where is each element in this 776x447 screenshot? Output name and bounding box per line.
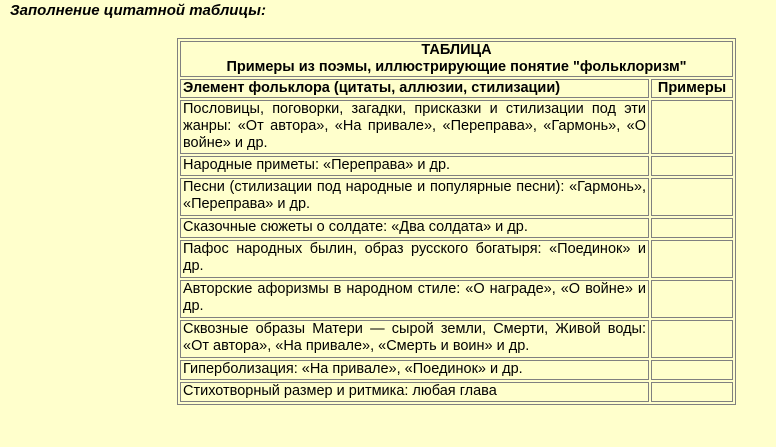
element-cell: Сквозные образы Матери — сырой земли, Смерти, Живой воды: «От автора», «На привале», «Смерть и воин» и др. [180, 320, 649, 358]
element-cell: Пословицы, поговорки, загадки, присказки и стилизации под эти жанры: «От автора», «На привале», «Переправа», «Гармонь», «О войне» и др. [180, 100, 649, 154]
table-title-row [180, 41, 733, 77]
table-title: ТАБЛИЦА [421, 42, 492, 58]
examples-cell [651, 156, 733, 176]
table-row [180, 156, 733, 176]
examples-cell [651, 360, 733, 380]
table-row [180, 178, 733, 216]
examples-cell [651, 178, 733, 216]
quote-table [177, 38, 736, 405]
column-header-examples: Примеры [651, 79, 733, 98]
examples-cell [651, 218, 733, 238]
examples-cell [651, 100, 733, 154]
element-cell: Пафос народных былин, образ русского богатыря: «Поединок» и др. [180, 240, 649, 278]
table-row [180, 280, 733, 318]
examples-cell [651, 280, 733, 318]
page-heading: Заполнение цитатной таблицы: [10, 2, 266, 19]
examples-cell [651, 320, 733, 358]
element-cell: Народные приметы: «Переправа» и др. [180, 156, 649, 176]
table-subtitle: Примеры из поэмы, иллюстрирующие понятие "фольклоризм" [226, 59, 687, 75]
table-row [180, 218, 733, 238]
element-cell: Стихотворный размер и ритмика: любая глава [180, 382, 649, 402]
examples-cell [651, 382, 733, 402]
table-row [180, 320, 733, 358]
element-cell: Сказочные сюжеты о солдате: «Два солдата» и др. [180, 218, 649, 238]
column-header-element: Элемент фольклора (цитаты, аллюзии, стилизации) [180, 79, 649, 98]
examples-cell [651, 240, 733, 278]
table-row [180, 382, 733, 402]
element-cell: Песни (стилизации под народные и популярные песни): «Гармонь», «Переправа» и др. [180, 178, 649, 216]
table-header-row [180, 79, 733, 98]
element-cell: Авторские афоризмы в народном стиле: «О награде», «О войне» и др. [180, 280, 649, 318]
table-row [180, 360, 733, 380]
table-title-cell [180, 41, 733, 77]
element-cell: Гиперболизация: «На привале», «Поединок» и др. [180, 360, 649, 380]
table-row [180, 100, 733, 154]
table-row [180, 240, 733, 278]
